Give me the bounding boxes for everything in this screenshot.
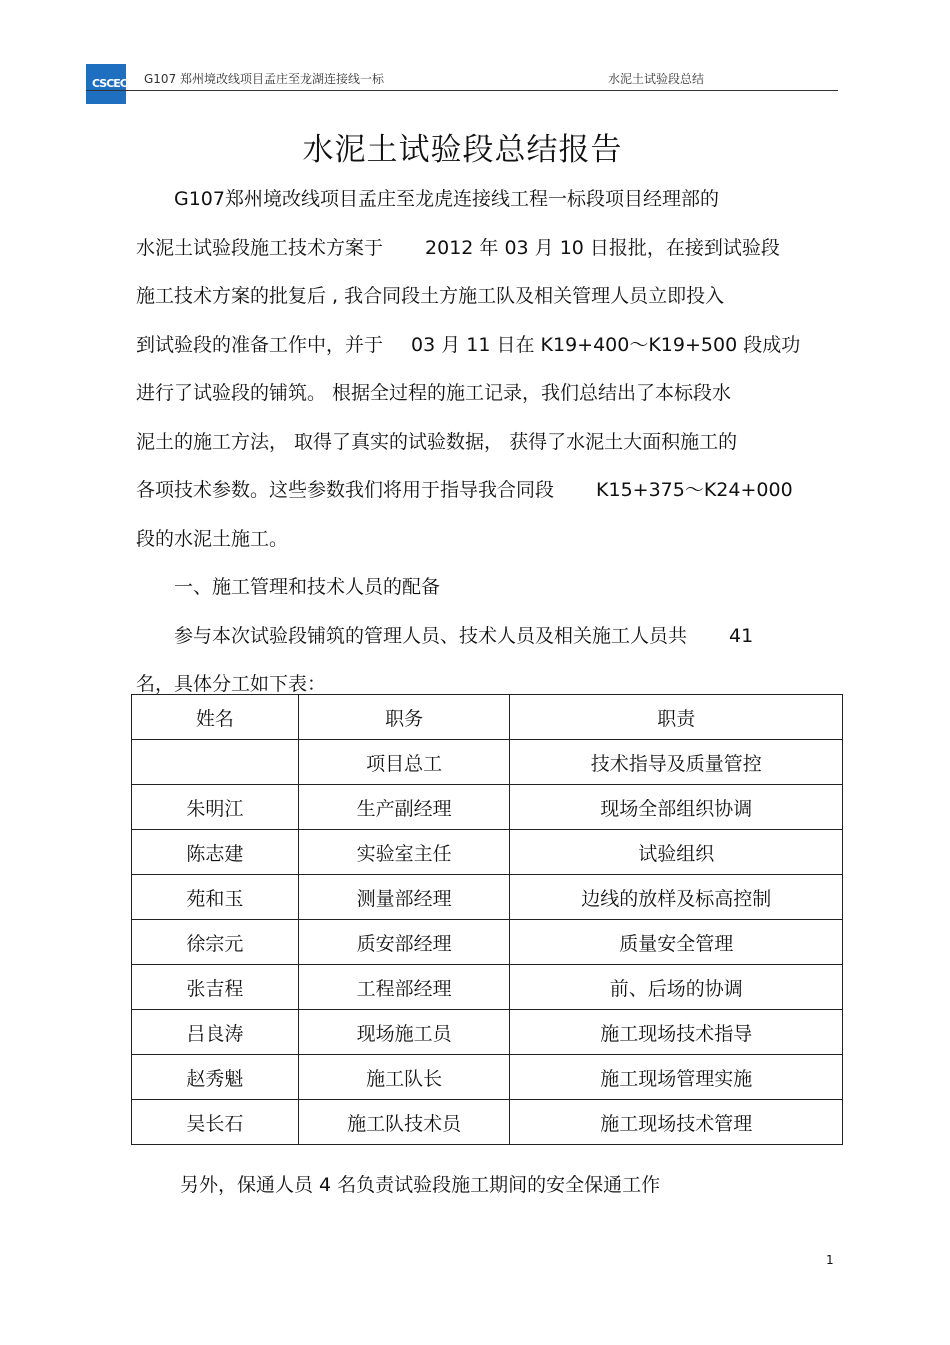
cell-name: 朱明江 — [132, 785, 299, 830]
column-header-duty: 职责 — [510, 695, 843, 740]
table-row — [132, 920, 843, 965]
cell-name: 吕良涛 — [132, 1010, 299, 1055]
column-header-name: 姓名 — [132, 695, 299, 740]
cell-name: 徐宗元 — [132, 920, 299, 965]
header-doc-name: 水泥土试验段总结 — [608, 72, 705, 86]
cell-duty: 施工现场管理实施 — [510, 1055, 843, 1100]
cell-name: 吴长石 — [132, 1100, 299, 1145]
table-row — [132, 785, 843, 830]
page-header — [86, 64, 838, 104]
cell-name: 陈志建 — [132, 830, 299, 875]
intro-line-3: 施工技术方案的批复后 , 我合同段土方施工队及相关管理人员立即投入 — [136, 285, 725, 307]
column-header-position: 职务 — [298, 695, 510, 740]
cell-position: 项目总工 — [298, 740, 510, 785]
intro-line-4: 到试验段的准备工作中，并于 03 月 11 日在 K19+400～K19+500 段成功 — [136, 333, 801, 356]
cell-name: 赵秀魁 — [132, 1055, 299, 1100]
table-header-row — [132, 695, 843, 740]
cell-position: 工程部经理 — [298, 965, 510, 1010]
header-divider — [86, 90, 838, 91]
cell-duty: 质量安全管理 — [510, 920, 843, 965]
cell-position: 现场施工员 — [298, 1010, 510, 1055]
cell-name — [132, 740, 299, 785]
intro-line-6: 泥土的施工方法， 取得了真实的试验数据， 获得了水泥土大面积施工的 — [136, 430, 738, 453]
cell-position: 测量部经理 — [298, 875, 510, 920]
cell-duty: 现场全部组织协调 — [510, 785, 843, 830]
after-table-text: 另外，保通人员 4 名负责试验段施工期间的安全保通工作 — [180, 1174, 661, 1196]
cell-position: 生产副经理 — [298, 785, 510, 830]
document-title: 水泥土试验段总结报告 — [302, 132, 623, 168]
table-row — [132, 1010, 843, 1055]
header-project-name: G107 郑州境改线项目孟庄至龙湖连接线一标 — [144, 72, 385, 86]
cell-duty: 施工现场技术管理 — [510, 1100, 843, 1145]
cell-position: 实验室主任 — [298, 830, 510, 875]
intro-line-5: 进行了试验段的铺筑。 根据全过程的施工记录，我们总结出了本标段水 — [136, 382, 732, 404]
section-1-text: 参与本次试验段铺筑的管理人员、技术人员及相关施工人员共 41 — [174, 624, 754, 647]
table-row — [132, 875, 843, 920]
cell-position: 施工队技术员 — [298, 1100, 510, 1145]
cell-position: 施工队长 — [298, 1055, 510, 1100]
intro-line-1: G107郑州境改线项目孟庄至龙虎连接线工程一标段项目经理部的 — [174, 188, 719, 210]
intro-line-8: 段的水泥土施工。 — [136, 527, 289, 550]
staff-table — [131, 694, 843, 1145]
logo-text: CSCEC — [92, 77, 127, 90]
cell-duty: 试验组织 — [510, 830, 843, 875]
table-row — [132, 965, 843, 1010]
section-1-heading: 一、施工管理和技术人员的配备 — [174, 576, 441, 598]
page-number: 1 — [826, 1253, 834, 1267]
table-row — [132, 830, 843, 875]
cell-duty: 施工现场技术指导 — [510, 1010, 843, 1055]
table-row — [132, 740, 843, 785]
section-1-text-end: 名，具体分工如下表： — [136, 673, 327, 695]
table-row — [132, 1100, 843, 1145]
company-logo — [86, 64, 126, 104]
table-row — [132, 1055, 843, 1100]
cell-duty: 前、后场的协调 — [510, 965, 843, 1010]
intro-line-7: 各项技术参数。这些参数我们将用于指导我合同段 K15+375～K24+000 — [136, 479, 793, 501]
cell-name: 张吉程 — [132, 965, 299, 1010]
intro-line-2: 水泥土试验段施工技术方案于 2012 年 03 月 10 日报批，在接到试验段 — [136, 236, 780, 259]
cell-name: 苑和玉 — [132, 875, 299, 920]
cell-duty: 边线的放样及标高控制 — [510, 875, 843, 920]
cell-duty: 技术指导及质量管控 — [510, 740, 843, 785]
cell-position: 质安部经理 — [298, 920, 510, 965]
document-body — [136, 175, 826, 709]
